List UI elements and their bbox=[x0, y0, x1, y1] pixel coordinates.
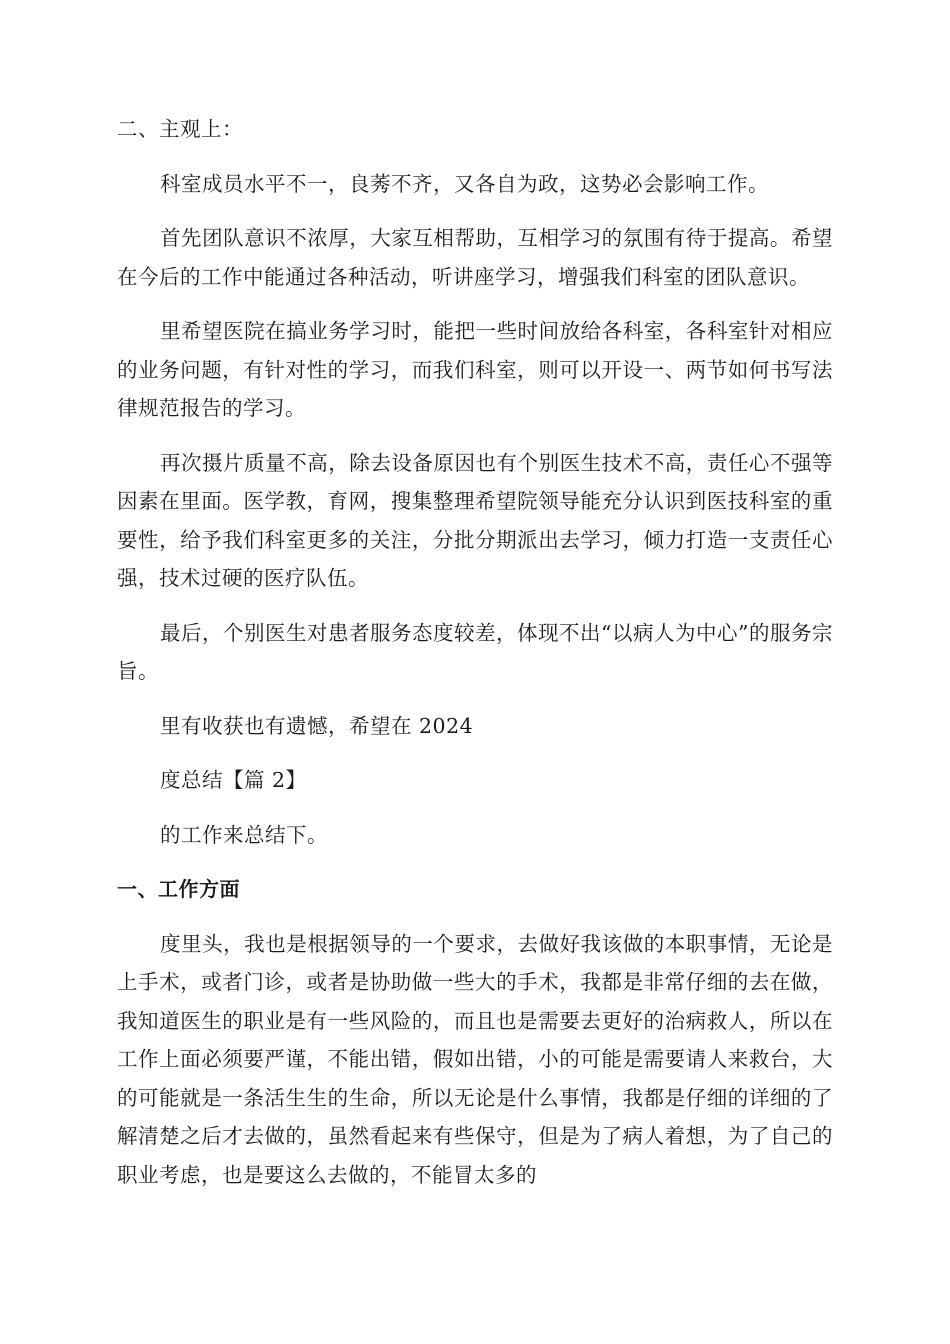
paragraph: 里希望医院在搞业务学习时，能把一些时间放给各科室，各科室针对相应的业务问题，有针对性的学习，而我们科室，则可以开设一、两节如何书写法律规范报告的学习。 bbox=[117, 319, 833, 420]
paragraph: 度总结【篇 2】 bbox=[160, 768, 307, 792]
section-heading-work: 一、工作方面 bbox=[117, 877, 240, 901]
document-body bbox=[117, 110, 833, 1210]
paragraph: 里有收获也有遗憾，希望在 2024 bbox=[160, 713, 474, 738]
paragraph: 最后，个别医生对患者服务态度较差，体现不出“以病人为中心”的服务宗旨。 bbox=[117, 620, 833, 683]
paragraph: 度里头，我也是根据领导的一个要求，去做好我该做的本职事情，无论是上手术，或者门诊，或者是协助做一些大的手术，我都是非常仔细的去在做，我知道医生的职业是有一些风险的，而且也是需要去更好的治病救人，所以在工作上面必须要严谨，不能出错，假如出错，小的可能是需要请人来救台，大的可能就是一条活生生的生命，所以无论是什么事情，我都是仔细的详细的了解清楚之后才去做的，虽然看起来有些保守，但是为了病人着想，为了自己的职业考虑，也是要这么去做的，不能冒太多的 bbox=[117, 931, 833, 1187]
paragraph: 的工作来总结下。 bbox=[160, 822, 328, 847]
paragraph: 首先团队意识不浓厚，大家互相帮助，互相学习的氛围有待于提高。希望在今后的工作中能通过各种活动，听讲座学习，增强我们科室的团队意识。 bbox=[117, 226, 833, 289]
section-heading-subjective: 二、主观上： bbox=[117, 117, 243, 141]
paragraph: 再次摄片质量不高，除去设备原因也有个别医生技术不高，责任心不强等因素在里面。医学教，育网，搜集整理希望院领导能充分认识到医技科室的重要性，给予我们科室更多的关注，分批分期派出去学习，倾力打造一支责任心强，技术过硬的医疗队伍。 bbox=[117, 450, 833, 590]
paragraph: 科室成员水平不一，良莠不齐，又各自为政，这势必会影响工作。 bbox=[160, 171, 769, 196]
